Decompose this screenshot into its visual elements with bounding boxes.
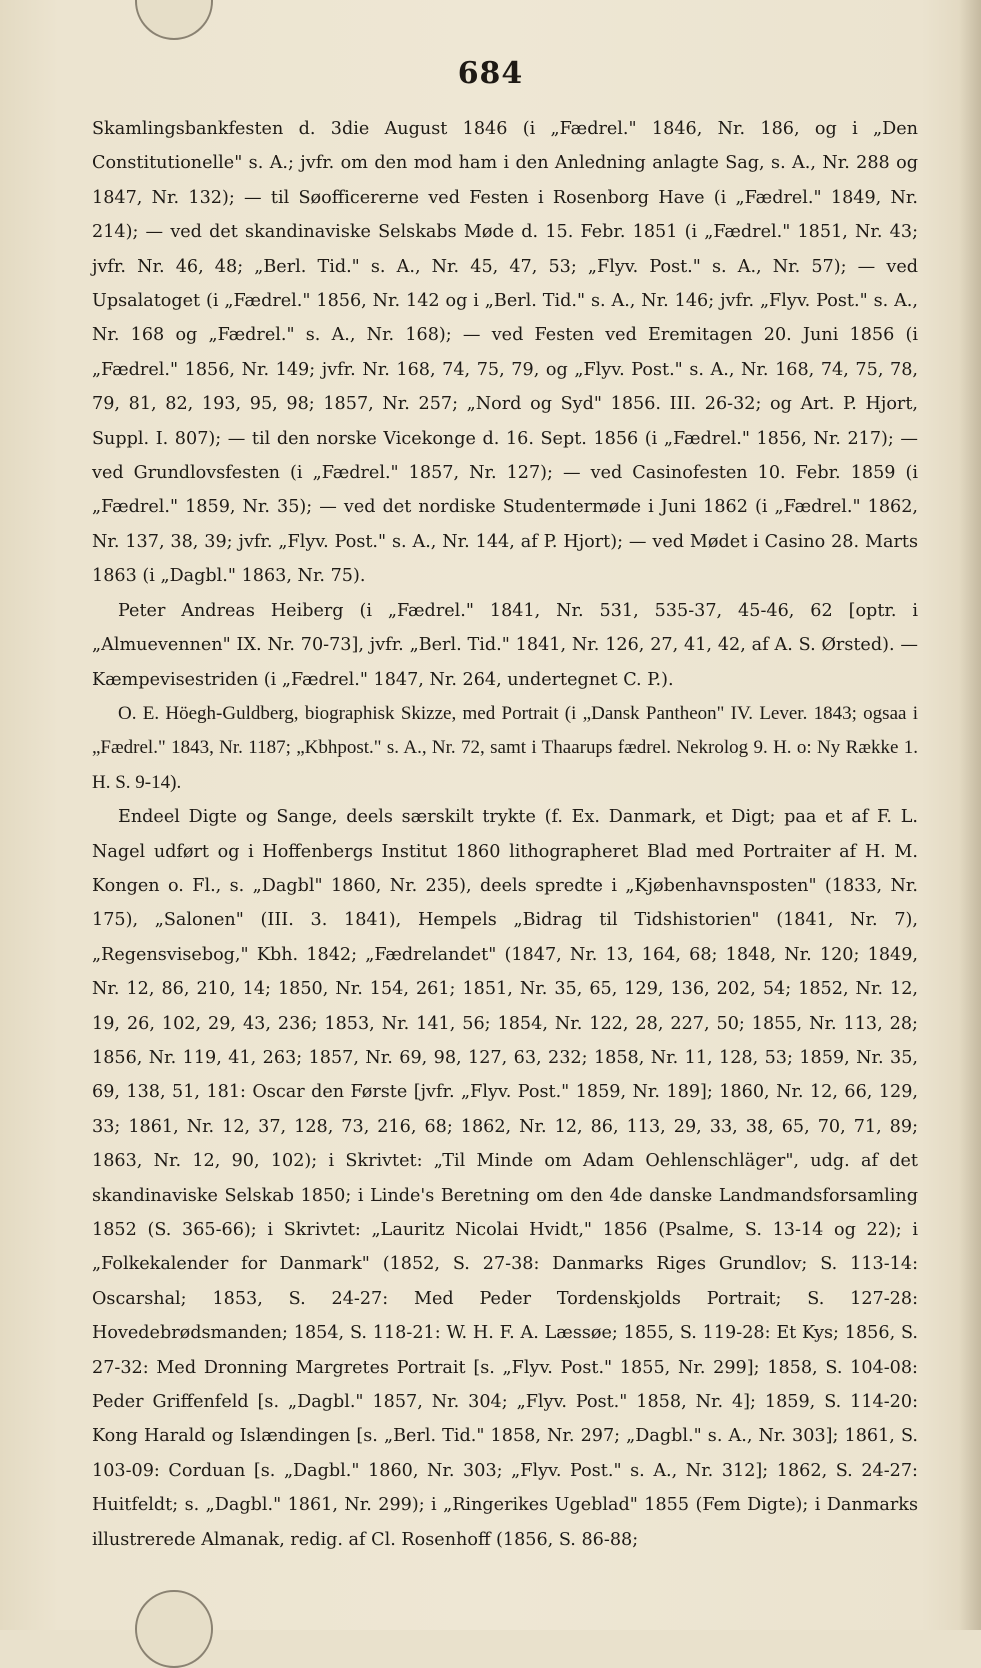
paragraph-poems: Endeel Digte og Sange, deels særskilt trykte (f. Ex. Danmark, et Digt; paa et af F. L. Nagel udført og i Hoffenbergs Institut 1860 lithographeret Blad med Portraiter af H. M. Kongen o. Fl., s. „Dagbl" 1860, Nr. 235), deels spredte i „Kjøbenhavnsposten" (1833, Nr. 175), „Salonen" (III. 3. 1841), Hempels „Bidrag til Tidshistorien" (1841, Nr. 7), „Regensvisebog," Kbh. 1842; „Fædrelandet" (1847, Nr. 13, 164, 68; 1848, Nr. 120; 1849, Nr. 12, 86, 210, 14; 1850, Nr. 154, 261; 1851, Nr. 35, 65, 129, 136, 202, 54; 1852, Nr. 12, 19, 26, 102, 29, 43, 236; 1853, Nr. 141, 56; 1854, Nr. 122, 28, 227, 50; 1855, Nr. 113, 28; 1856, Nr. 119, 41, 263; 1857, Nr. 69, 98, 127, 63, 232; 1858, Nr. 11, 128, 53; 1859, Nr. 35, 69, 138, 51, 181: Oscar den Første [jvfr. „Flyv. Post." 1859, Nr. 189]; 1860, Nr. 12, 66, 129, 33; 1861, Nr. 12, 37, 128, 73, 216, 68; 1862, Nr. 12, 86, 113, 29, 33, 38, 65, 70, 71, 89; 1863, Nr. 12, 90, 102); i Skrivtet: „Til Minde om Adam Oehlenschläger", udg. af det skandinaviske Selskab 1850; i Linde's Beretning om den 4de danske Landmandsforsamling 1852 (S. 365-66); i Skrivtet: „Lauritz Nicolai Hvidt," 1856 (Psalme, S. 13-14 og 22); i „Folkekalender for Danmark" (1852, S. 27-38: Danmarks Riges Grundlov; S. 113-14: Oscarshal; 1853, S. 24-27: Med Peder Tordenskjolds Portrait; S. 127-28: Hovedebrødsmanden; 1854, S. 118-21: W. H. F. A. Læssøe; 1855, S. 119-28: Et Kys; 1856, S. 27-32: Med Dronning Margretes Portrait [s. „Flyv. Post." 1855, Nr. 299]; 1858, S. 104-08: Peder Griffenfeld [s. „Dagbl." 1857, Nr. 304; „Flyv. Post." 1858, Nr. 4]; 1859, S. 114-20: Kong Harald og Islændingen [s. „Berl. Tid." 1858, Nr. 297; „Dagbl." s. A., Nr. 303]; 1861, S. 103-09: Corduan [s. „Dagbl." 1860, Nr. 303; „Flyv. Post." s. A., Nr. 312]; 1862, S. 24-27: Huitfeldt; s. „Dagbl." 1861, Nr. 299); i „Ringerikes Ugeblad" 1855 (Fem Digte); i Danmarks illustrerede Almanak, redig. af Cl. Rosenhoff (1856, S. 86-88; [92, 807, 918, 1550]
paragraph-guldberg: O. E. Höegh-Guldberg, biographisk Skizze, med Portrait (i „Dansk Pantheon" IV. Lever. 1843; ogsaa i „Fædrel." 1843, Nr. 1187; „Kbhpost." s. A., Nr. 72, samt i Thaarups fædrel. Nekrolog 9. H. o: Ny Række 1. H. S. 9-14). [92, 702, 918, 793]
page-edge-shadow [959, 0, 981, 1630]
punch-hole-top [135, 0, 213, 40]
page-number: 684 [457, 56, 524, 91]
body-text [92, 112, 918, 1557]
paragraph-speeches: Skamlingsbankfesten d. 3die August 1846 (i „Fædrel." 1846, Nr. 186, og i „Den Constitutionelle" s. A.; jvfr. om den mod ham i den Anledning anlagte Sag, s. A., Nr. 288 og 1847, Nr. 132); — til Søofficererne ved Festen i Rosenborg Have (i „Fædrel." 1849, Nr. 214); — ved det skandinaviske Selskabs Møde d. 15. Febr. 1851 (i „Fædrel." 1851, Nr. 43; jvfr. Nr. 46, 48; „Berl. Tid." s. A., Nr. 45, 47, 53; „Flyv. Post." s. A., Nr. 57); — ved Upsalatoget (i „Fædrel." 1856, Nr. 142 og i „Berl. Tid." s. A., Nr. 146; jvfr. „Flyv. Post." s. A., Nr. 168 og „Fædrel." s. A., Nr. 168); — ved Festen ved Eremitagen 20. Juni 1856 (i „Fædrel." 1856, Nr. 149; jvfr. Nr. 168, 74, 75, 79, og „Flyv. Post." s. A., Nr. 168, 74, 75, 78, 79, 81, 82, 193, 95, 98; 1857, Nr. 257; „Nord og Syd" 1856. III. 26-32; og Art. P. Hjort, Suppl. I. 807); — til den norske Vicekonge d. 16. Sept. 1856 (i „Fædrel." 1856, Nr. 217); — ved Grundlovsfesten (i „Fædrel." 1857, Nr. 127); — ved Casinofesten 10. Febr. 1859 (i „Fædrel." 1859, Nr. 35); — ved det nordiske Studentermøde i Juni 1862 (i „Fædrel." 1862, Nr. 137, 38, 39; jvfr. „Flyv. Post." s. A., Nr. 144, af P. Hjort); — ved Mødet i Casino 28. Marts 1863 (i „Dagbl." 1863, Nr. 75). [92, 119, 918, 587]
paragraph-heiberg: Peter Andreas Heiberg (i „Fædrel." 1841, Nr. 531, 535-37, 45-46, 62 [optr. i „Almuevennen" IX. Nr. 70-73], jvfr. „Berl. Tid." 1841, Nr. 126, 27, 41, 42, af A. S. Ørsted). — Kæmpevisestriden (i „Fædrel." 1847, Nr. 264, undertegnet C. P.). [92, 600, 918, 690]
punch-hole-bottom [135, 1590, 213, 1668]
